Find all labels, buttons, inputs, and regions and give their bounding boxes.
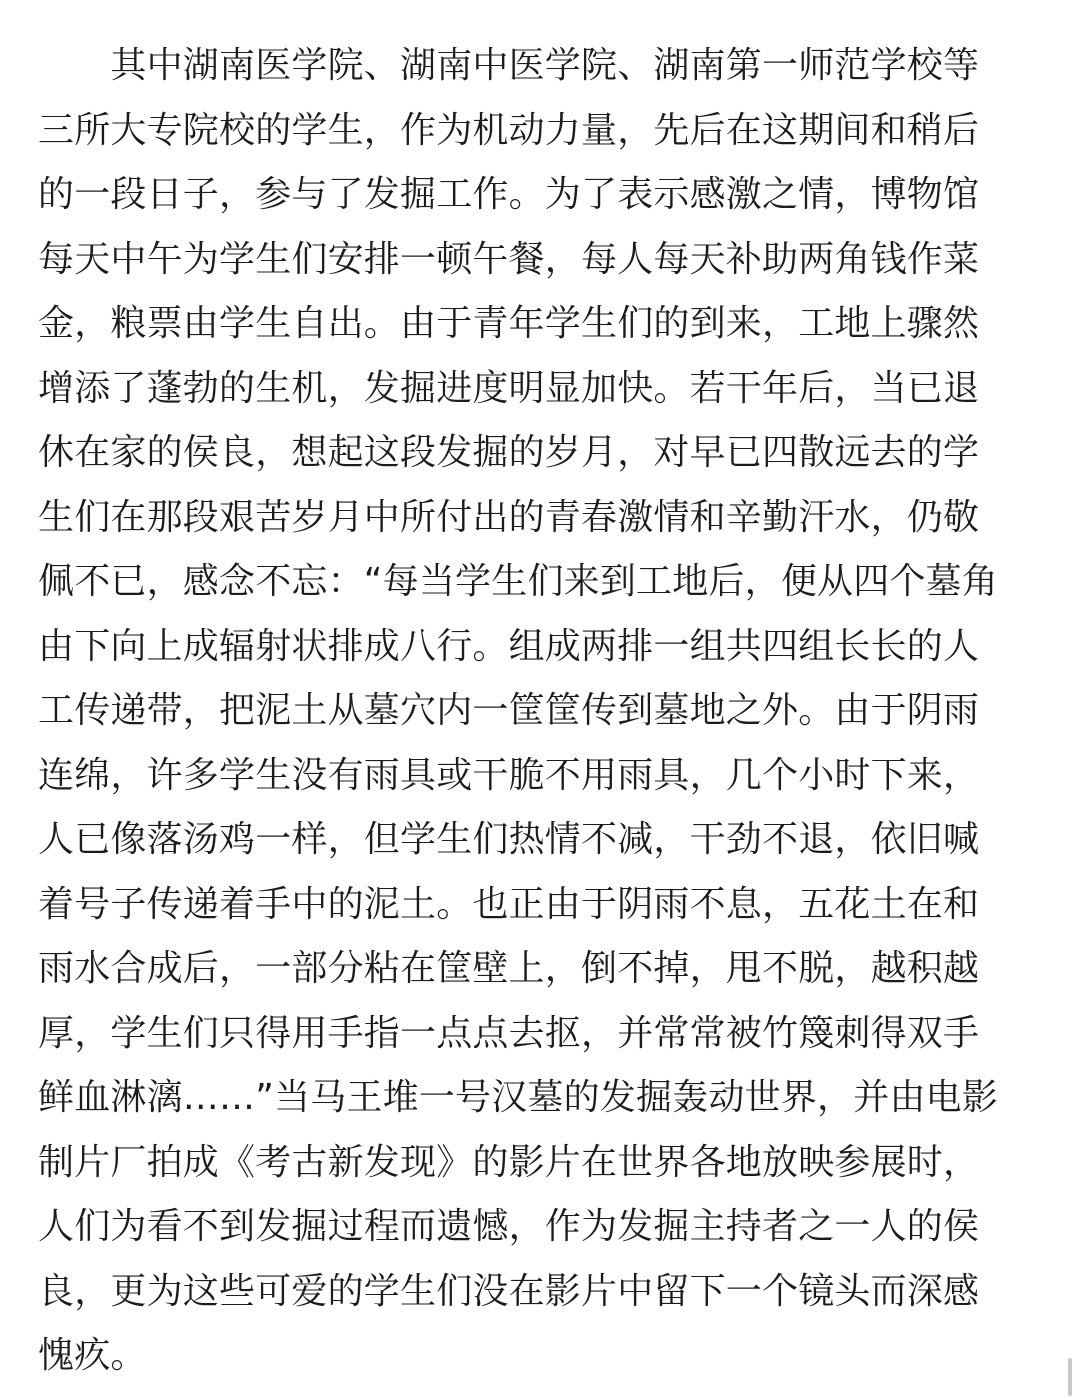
- text-line: 每天中午为学生们安排一顿午餐，每人每天补助两角钱作菜: [38, 238, 980, 280]
- scrollbar-thumb[interactable]: [1068, 1358, 1072, 1396]
- text-line: 良，更为这些可爱的学生们没在影片中留下一个镜头而深感: [38, 1270, 980, 1312]
- text-line: 佩不已，感念不忘：“每当学生们来到工地后，便从四个墓角: [38, 561, 999, 602]
- text-line: 的一段日子，参与了发掘工作。为了表示感激之情，博物馆: [38, 174, 980, 215]
- text-line: 三所大专院校的学生，作为机动力量，先后在这期间和稍后: [38, 109, 980, 151]
- text-line: 连绵，许多学生没有雨具或干脆不用雨具，几个小时下来，: [38, 754, 980, 796]
- text-line: 愧疚。: [38, 1335, 147, 1376]
- text-line: 工传递带，把泥土从墓穴内一筐筐传到墓地之外。由于阴雨: [38, 690, 980, 731]
- text-line: 制片厂拍成《考古新发现》的影片在世界各地放映参展时，: [38, 1141, 980, 1183]
- text-line: 其中湖南医学院、湖南中医学院、湖南第一师范学校等: [38, 45, 980, 86]
- text-line: 着号子传递着手中的泥土。也正由于阴雨不息，五花土在和: [38, 883, 980, 925]
- text-line: 生们在那段艰苦岁月中所付出的青春激情和辛勤汗水，仍敬: [38, 496, 980, 538]
- text-line: 金，粮票由学生自出。由于青年学生们的到来，工地上骤然: [38, 303, 980, 344]
- text-line: 休在家的侯良，想起这段发掘的岁月，对早已四散远去的学: [38, 432, 980, 473]
- text-line: 鲜血淋漓……”当马王堆一号汉墓的发掘轰动世界，并由电影: [38, 1077, 999, 1118]
- text-line: 由下向上成辐射状排成八行。组成两排一组共四组长长的人: [38, 625, 980, 667]
- text-line: 厚，学生们只得用手指一点点去抠，并常常被竹篾刺得双手: [38, 1012, 980, 1054]
- text-line: 人们为看不到发掘过程而遗憾，作为发掘主持者之一人的侯: [38, 1206, 980, 1247]
- text-line: 人已像落汤鸡一样，但学生们热情不减，干劲不退，依旧喊: [38, 819, 980, 860]
- text-line: 增添了蓬勃的生机，发掘进度明显加快。若干年后，当已退: [38, 367, 980, 409]
- text-line: 雨水合成后，一部分粘在筐壁上，倒不掉，甩不脱，越积越: [38, 948, 980, 989]
- body-text: [38, 34, 1038, 1389]
